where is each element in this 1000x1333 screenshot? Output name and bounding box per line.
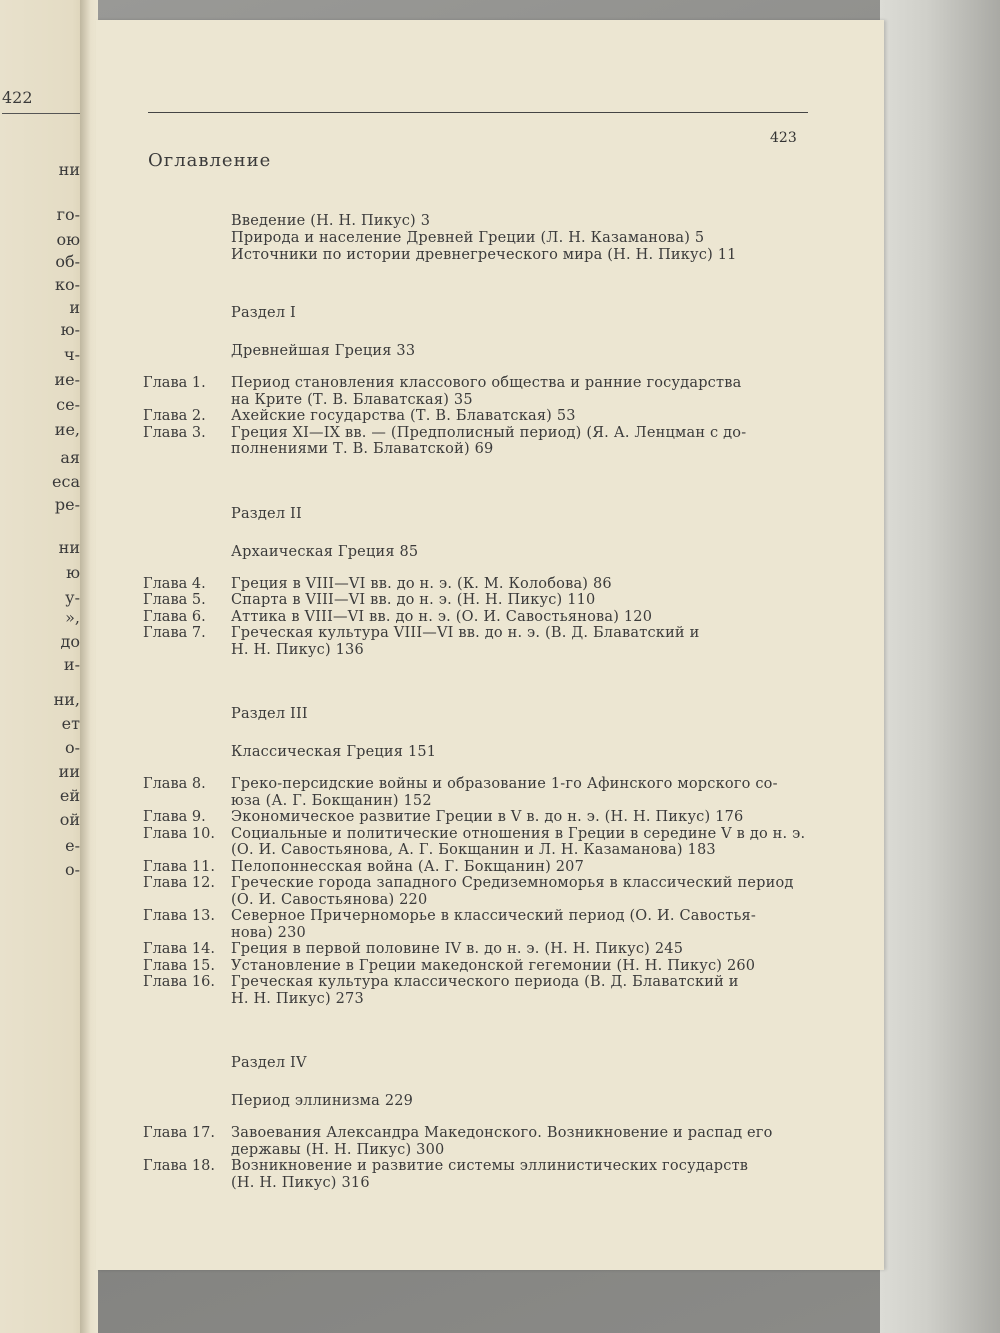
left-page-fragment: и [69, 298, 80, 317]
left-page-fragment: ни, [53, 690, 80, 709]
chapter-entry: державы (Н. Н. Пикус) 300 [231, 1141, 445, 1158]
chapter-entry: юза (А. Г. Бокщанин) 152 [231, 792, 432, 809]
intro-entry: Источники по истории древнегреческого мира (Н. Н. Пикус) 11 [231, 247, 737, 263]
left-page-fragment: о- [64, 860, 80, 879]
chapter-label: Глава 3. [143, 424, 206, 441]
left-page-fragment: ч- [64, 345, 80, 364]
section-label: Раздел I [231, 305, 296, 321]
chapter-entry: Греция в первой половине IV в. до н. э. (Н. Н. Пикус) 245 [231, 941, 684, 957]
left-page-fragment: е- [65, 836, 80, 855]
left-page-fragment: ре- [54, 495, 80, 514]
chapter-entry: Ахейские государства (Т. В. Блаватская) 53 [231, 408, 576, 424]
left-page-fragment: ии [58, 762, 80, 781]
section-title: Древнейшая Греция 33 [231, 343, 416, 359]
chapter-label: Глава 17. [143, 1125, 215, 1141]
chapter-label: Глава 12. [143, 875, 215, 891]
left-page-number: 422 [2, 88, 82, 114]
left-page-fragment: се- [56, 395, 80, 414]
left-page [0, 0, 90, 1333]
section-label: Раздел III [231, 706, 308, 722]
chapter-entry: Завоевания Александра Македонского. Возникновение и распад его [231, 1125, 773, 1141]
header-rule [148, 112, 808, 113]
left-page-fragment: ю [66, 563, 80, 582]
chapter-entry: полнениями Т. В. Блаватской) 69 [231, 441, 494, 457]
chapter-label: Глава 18. [143, 1158, 215, 1174]
left-page-fragment: ко- [54, 275, 80, 294]
chapter-label: Глава 15. [143, 957, 215, 974]
left-page-fragment: ие- [54, 370, 80, 389]
chapter-label: Глава 6. [143, 608, 206, 625]
chapter-label: Глава 11. [143, 858, 215, 875]
chapter-entry: Установление в Греции македонской гегемонии (Н. Н. Пикус) 260 [231, 957, 756, 974]
chapter-entry: (Н. Н. Пикус) 316 [231, 1174, 370, 1191]
chapter-entry: на Крите (Т. В. Блаватская) 35 [231, 391, 473, 408]
chapter-label: Глава 16. [143, 974, 215, 990]
page-number: 423 [770, 130, 797, 146]
page-title: Оглавление [148, 150, 272, 171]
chapter-entry: Возникновение и развитие системы эллинистических государств [231, 1158, 749, 1174]
chapter-entry: нова) 230 [231, 924, 306, 941]
book-cover-board [880, 0, 1000, 1333]
chapter-entry: Греко-персидские войны и образование 1-го Афинского морского со- [231, 776, 778, 792]
left-page-fragment: о- [64, 738, 80, 757]
chapter-label: Глава 2. [143, 408, 206, 424]
chapter-entry: Н. Н. Пикус) 273 [231, 990, 364, 1007]
chapter-entry: Экономическое развитие Греции в V в. до н. э. (Н. Н. Пикус) 176 [231, 809, 744, 825]
chapter-label: Глава 5. [143, 592, 206, 608]
chapter-label: Глава 4. [143, 575, 206, 592]
chapter-entry: Социальные и политические отношения в Греции в середине V в до н. э. [231, 825, 806, 842]
chapter-entry: (О. И. Савостьянова) 220 [231, 891, 428, 908]
left-page-fragment: ни [58, 160, 80, 179]
left-page-fragment: ей [59, 786, 80, 805]
chapter-entry: (О. И. Савостьянова, А. Г. Бокщанин и Л. Н. Казаманова) 183 [231, 842, 716, 858]
chapter-label: Глава 8. [143, 776, 206, 792]
section-label: Раздел II [231, 505, 302, 522]
left-page-fragment: », [65, 608, 80, 627]
chapter-label: Глава 10. [143, 825, 215, 842]
chapter-entry: Аттика в VIII—VI вв. до н. э. (О. И. Савостьянова) 120 [231, 608, 653, 625]
chapter-entry: Спарта в VIII—VI вв. до н. э. (Н. Н. Пикус) 110 [231, 592, 596, 608]
left-page-fragment: ою [56, 230, 80, 249]
left-page-fragment: ая [60, 448, 80, 467]
intro-entry: Введение (Н. Н. Пикус) 3 [231, 213, 431, 229]
left-page-fragment: и- [63, 655, 80, 674]
chapter-entry: Северное Причерноморье в классический период (О. И. Савостья- [231, 908, 756, 924]
chapter-entry: Греческие города западного Средиземноморья в классический период [231, 875, 794, 891]
left-page-fragment: ю- [60, 320, 80, 339]
chapter-label: Глава 14. [143, 941, 215, 957]
section-label: Раздел IV [231, 1055, 307, 1071]
chapter-label: Глава 7. [143, 625, 206, 641]
left-page-fragment: у- [65, 588, 80, 607]
left-page-fragment: об- [55, 252, 80, 271]
chapter-label: Глава 1. [143, 375, 206, 391]
chapter-entry: Греческая культура классического периода (В. Д. Блаватский и [231, 974, 739, 990]
section-title: Период эллинизма 229 [231, 1093, 414, 1109]
right-page [96, 20, 884, 1270]
left-page-fragment: го- [56, 205, 80, 224]
chapter-entry: Греция в VIII—VI вв. до н. э. (К. М. Колобова) 86 [231, 575, 612, 592]
section-title: Классическая Греция 151 [231, 744, 437, 760]
chapter-entry: Н. Н. Пикус) 136 [231, 641, 364, 658]
chapter-label: Глава 9. [143, 809, 206, 825]
left-page-fragment: еса [52, 472, 80, 491]
chapter-entry: Греция XI—IX вв. — (Предполисный период) (Я. А. Ленцман с до- [231, 424, 747, 441]
section-title: Архаическая Греция 85 [231, 543, 419, 560]
left-page-fragment: ет [61, 714, 80, 733]
chapter-label: Глава 13. [143, 908, 215, 924]
intro-entry: Природа и население Древней Греции (Л. Н. Казаманова) 5 [231, 230, 705, 246]
left-page-fragment: до [60, 632, 80, 651]
chapter-entry: Период становления классового общества и ранние государства [231, 375, 742, 391]
chapter-entry: Греческая культура VIII—VI вв. до н. э. (В. Д. Блаватский и [231, 625, 700, 641]
left-page-fragment: ие, [54, 420, 80, 439]
left-page-fragment: ни [58, 538, 80, 557]
chapter-entry: Пелопоннесская война (А. Г. Бокщанин) 207 [231, 858, 585, 875]
left-page-fragment: ой [59, 810, 80, 829]
